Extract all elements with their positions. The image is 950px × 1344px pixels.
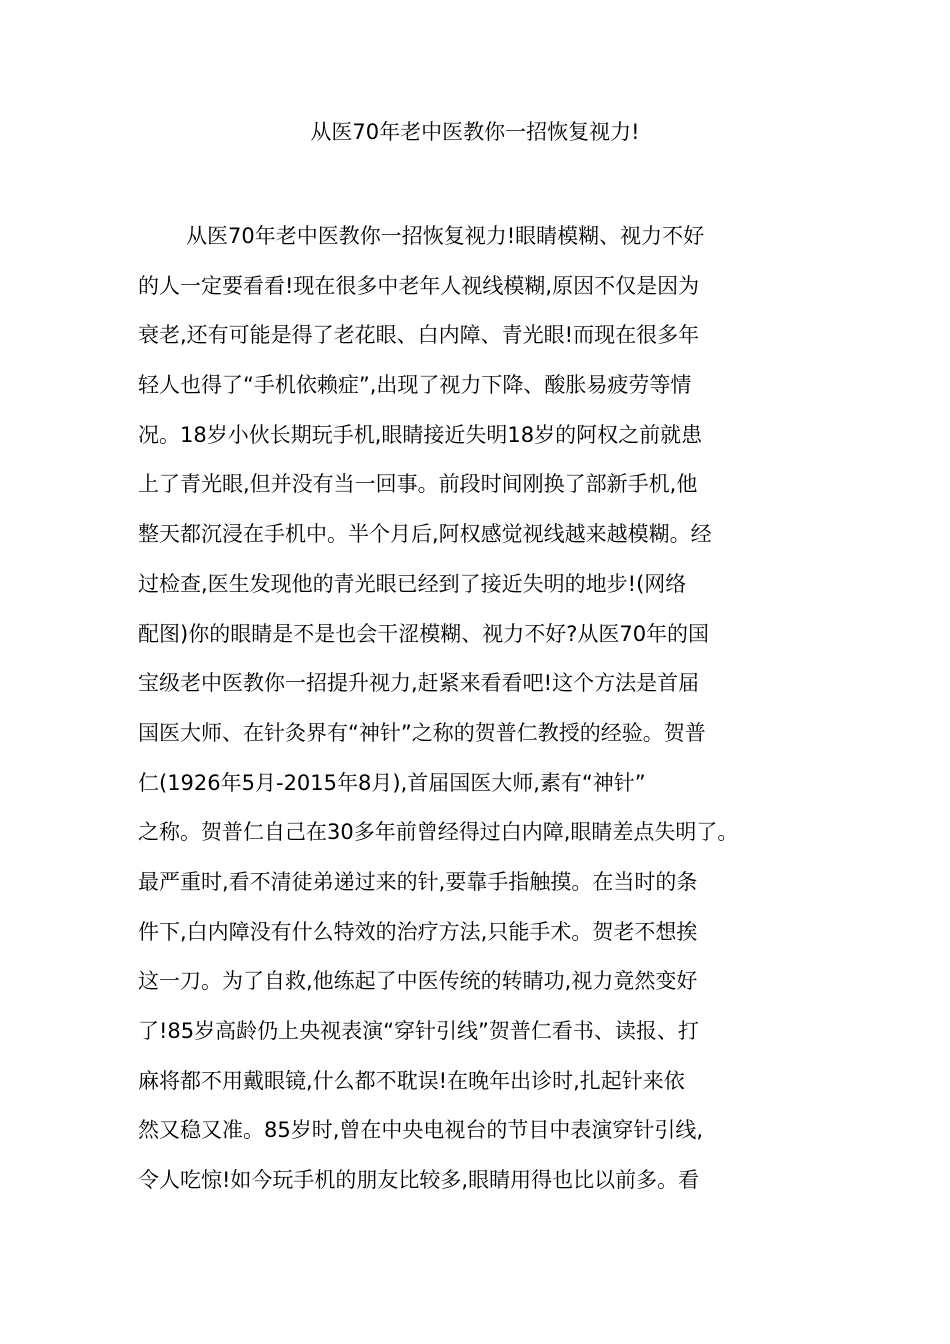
body-line: 从医70年老中医教你一招恢复视力!眼睛模糊、视力不好 <box>186 224 705 248</box>
body-line: 衰老,还有可能是得了老花眼、白内障、青光眼!而现在很多年 <box>138 323 700 348</box>
body-line: 过检查,医生发现他的青光眼已经到了接近失明的地步!(网络 <box>138 571 687 596</box>
body-line: 最严重时,看不清徒弟递过来的针,要靠手指触摸。在当时的条 <box>138 869 698 894</box>
body-line: 国医大师、在针灸界有“神针”之称的贺普仁教授的经验。贺普 <box>138 720 706 745</box>
body-line: 之称。贺普仁自己在30多年前曾经得过白内障,眼睛差点失明了。 <box>138 820 739 845</box>
body-line: 麻将都不用戴眼镜,什么都不耽误!在晚年出诊时,扎起针来依 <box>138 1068 685 1093</box>
body-line: 然又稳又准。85岁时,曾在中央电视台的节目中表演穿针引线, <box>138 1118 704 1143</box>
body-line: 整天都沉浸在手机中。半个月后,阿权感觉视线越来越模糊。经 <box>138 522 712 547</box>
body-line: 宝级老中医教你一招提升视力,赶紧来看看吧!这个方法是首届 <box>138 671 700 696</box>
body-line: 令人吃惊!如今玩手机的朋友比较多,眼睛用得也比以前多。看 <box>138 1168 700 1193</box>
body-line: 配图)你的眼睛是不是也会干涩模糊、视力不好?从医70年的国 <box>138 621 710 646</box>
body-line: 了!85岁高龄仍上央视表演“穿针引线”贺普仁看书、读报、打 <box>138 1019 699 1043</box>
body-line: 这一刀。为了自救,他练起了中医传统的转睛功,视力竟然变好 <box>138 969 698 994</box>
body-line: 件下,白内障没有什么特效的治疗方法,只能手术。贺老不想挨 <box>138 919 698 944</box>
body-line: 上了青光眼,但并没有当一回事。前段时间刚换了部新手机,他 <box>138 472 698 497</box>
document-title: 从医70年老中医教你一招恢复视力! <box>310 120 640 144</box>
body-line: 的人一定要看看!现在很多中老年人视线模糊,原因不仅是因为 <box>138 273 700 298</box>
body-line: 仁(1926年5月-2015年8月),首届国医大师,素有“神针” <box>138 770 646 795</box>
body-line: 轻人也得了“手机依赖症”,出现了视力下降、酸胀易疲劳等情 <box>138 373 692 398</box>
document-body <box>138 212 838 1206</box>
body-line: 况。18岁小伙长期玩手机,眼睛接近失明18岁的阿权之前就患 <box>138 422 703 447</box>
